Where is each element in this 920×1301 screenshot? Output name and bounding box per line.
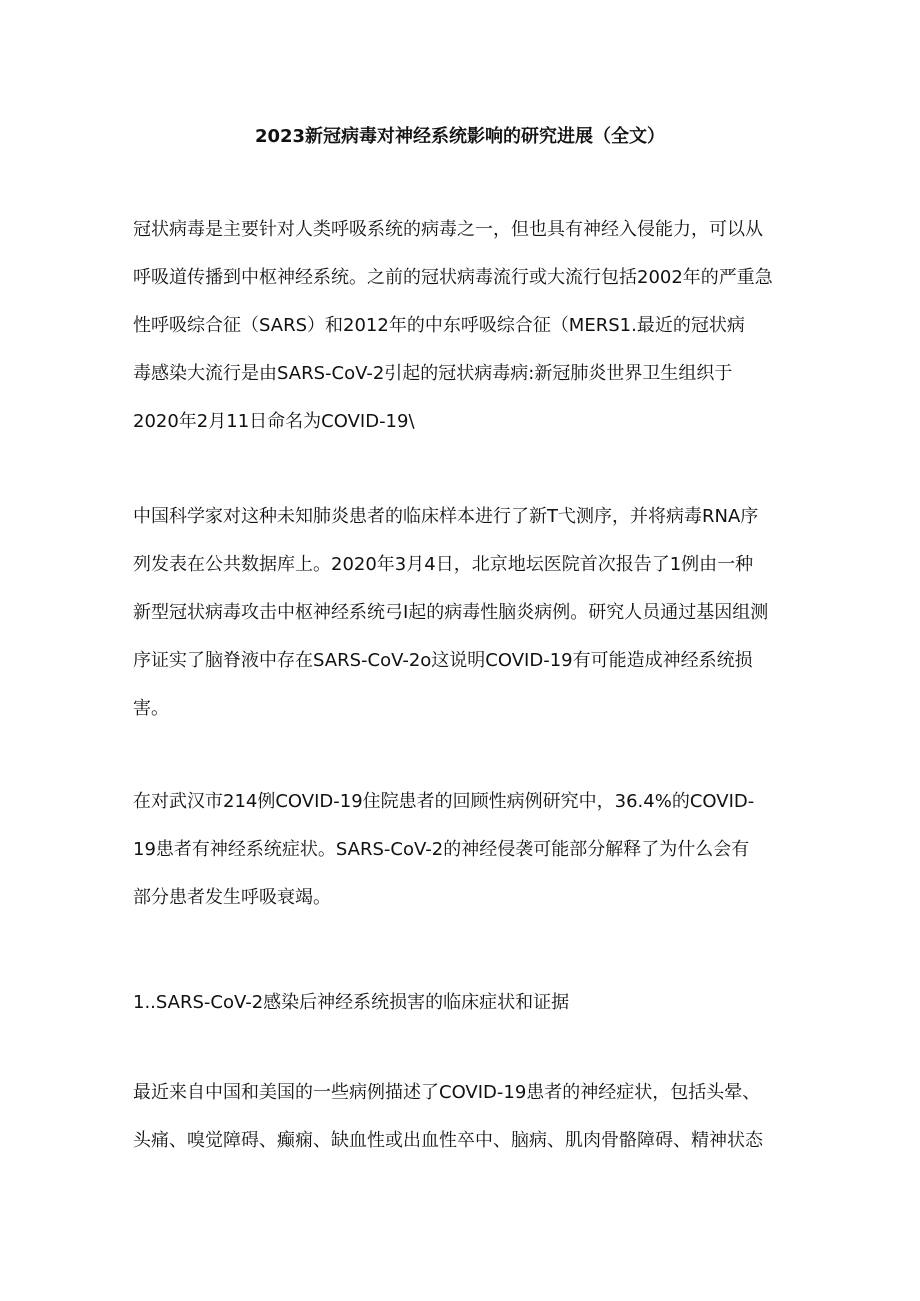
section-heading-block — [133, 979, 813, 1027]
paragraph-4 — [133, 1069, 813, 1165]
paragraph-line: 新型冠状病毒攻击中枢神经系统弓I起的病毒性脑炎病例。研究人员通过基因组测 — [133, 602, 769, 623]
paragraph-line: 中国科学家对这种未知肺炎患者的临床样本进行了新T弋测序，并将病毒RNA序 — [133, 506, 759, 527]
paragraph-1 — [133, 206, 813, 446]
paragraph-line: 呼吸道传播到中枢神经系统。之前的冠状病毒流行或大流行包括2002年的严重急 — [133, 267, 773, 288]
paragraph-2 — [133, 493, 813, 733]
paragraph-line: 头痛、嗅觉障碍、癫痫、缺血性或出血性卒中、脑病、肌肉骨骼障碍、精神状态 — [133, 1130, 763, 1151]
paragraph-3 — [133, 778, 813, 922]
paragraph-line: 部分患者发生呼吸衰竭。 — [133, 887, 331, 908]
paragraph-line: 序证实了脑脊液中存在SARS-CoV-2o这说明COVID-19有可能造成神经系统损 — [133, 650, 753, 671]
section-heading: 1..SARS-CoV-2感染后神经系统损害的临床症状和证据 — [133, 992, 570, 1013]
paragraph-line: 害。 — [133, 698, 169, 719]
document-title: 2023新冠病毒对神经系统影响的研究进展（全文） — [254, 126, 666, 147]
paragraph-line: 列发表在公共数据库上。2020年3月4日，北京地坛医院首次报告了1例由一种 — [133, 554, 754, 575]
paragraph-line: 冠状病毒是主要针对人类呼吸系统的病毒之一，但也具有神经入侵能力，可以从 — [133, 219, 763, 240]
paragraph-line: 19患者有神经系统症状。SARS-CoV-2的神经侵袭可能部分解释了为什么会有 — [133, 839, 750, 860]
paragraph-line: 最近来自中国和美国的一些病例描述了COVID-19患者的神经症状，包括头晕、 — [133, 1082, 761, 1103]
paragraph-line: 2020年2月11日命名为COVID-19\ — [133, 411, 415, 432]
paragraph-line: 性呼吸综合征（SARS）和2012年的中东呼吸综合征（MERS1.最近的冠状病 — [133, 315, 745, 336]
paragraph-line: 毒感染大流行是由SARS-CoV-2引起的冠状病毒病:新冠肺炎世界卫生组织于 — [133, 363, 733, 384]
paragraph-line: 在对武汉市214例COVID-19住院患者的回顾性病例研究中，36.4%的COVID- — [133, 791, 755, 812]
